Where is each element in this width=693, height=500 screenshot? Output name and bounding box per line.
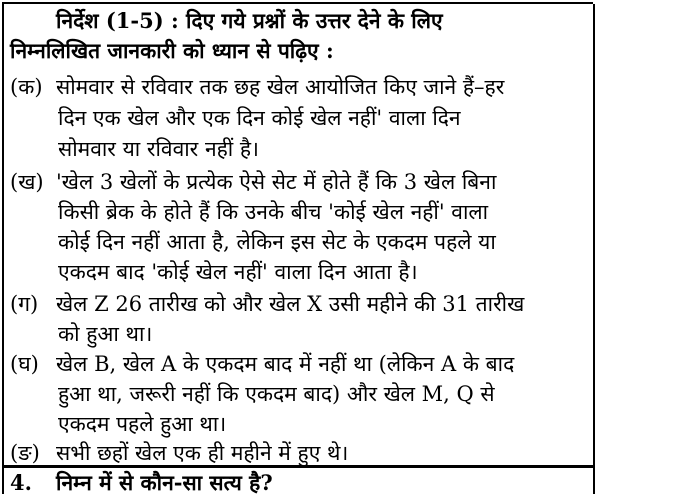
item-text: सभी छहों खेल एक ही महीने में हुए थे। <box>56 441 349 465</box>
item-marker: (घ) <box>10 352 39 376</box>
heading-line-2: निम्नलिखित जानकारी को ध्यान से पढ़िए : <box>10 38 334 63</box>
list-item <box>10 440 348 466</box>
item-text: दिन एक खेल और एक दिन कोई खेल नहीं' वाला दिन <box>58 106 461 130</box>
item-text: 'खेल 3 खेलों के प्रत्येक ऐसे सेट में होते हैं कि 3 खेल बिना <box>56 170 497 194</box>
item-text: एकदम पहले हुआ था। <box>58 412 227 436</box>
list-item <box>10 351 514 377</box>
heading-line-1: निर्देश (1-5) : दिए गये प्रश्नों के उत्तर देने के लिए <box>56 8 443 33</box>
item-marker: (ख) <box>10 170 44 194</box>
item-text: को हुआ था। <box>58 322 153 346</box>
question-text: निम्न में से कौन-सा सत्य है? <box>56 470 273 495</box>
item-text: सोमवार या रविवार नहीं है। <box>58 137 259 161</box>
list-item <box>10 169 496 195</box>
list-item <box>10 291 524 317</box>
item-marker: (ग) <box>10 292 39 316</box>
item-text: कोई दिन नहीं आता है, लेकिन इस सेट के एकदम पहले या <box>58 230 496 254</box>
item-marker: (ङ) <box>10 441 40 465</box>
list-item <box>10 74 504 100</box>
divider <box>2 465 593 468</box>
item-text: किसी ब्रेक के होते हैं कि उनके बीच 'कोई खेल नहीं' वाला <box>58 200 489 224</box>
item-marker: (क) <box>10 75 43 99</box>
item-text: खेल B, खेल A के एकदम बाद में नहीं था (लेकिन A के बाद <box>56 352 515 376</box>
item-text: हुआ था, जरूरी नहीं कि एकदम बाद) और खेल M, Q से <box>58 382 495 406</box>
item-text: एकदम बाद 'कोई खेल नहीं' वाला दिन आता है। <box>58 260 418 284</box>
item-text: खेल Z 26 तारीख को और खेल X उसी महीने की 31 तारीख <box>56 292 525 316</box>
question <box>10 470 273 496</box>
item-text: सोमवार से रविवार तक छह खेल आयोजित किए जाने हैं–हर <box>56 75 505 99</box>
question-number: 4. <box>10 470 32 495</box>
